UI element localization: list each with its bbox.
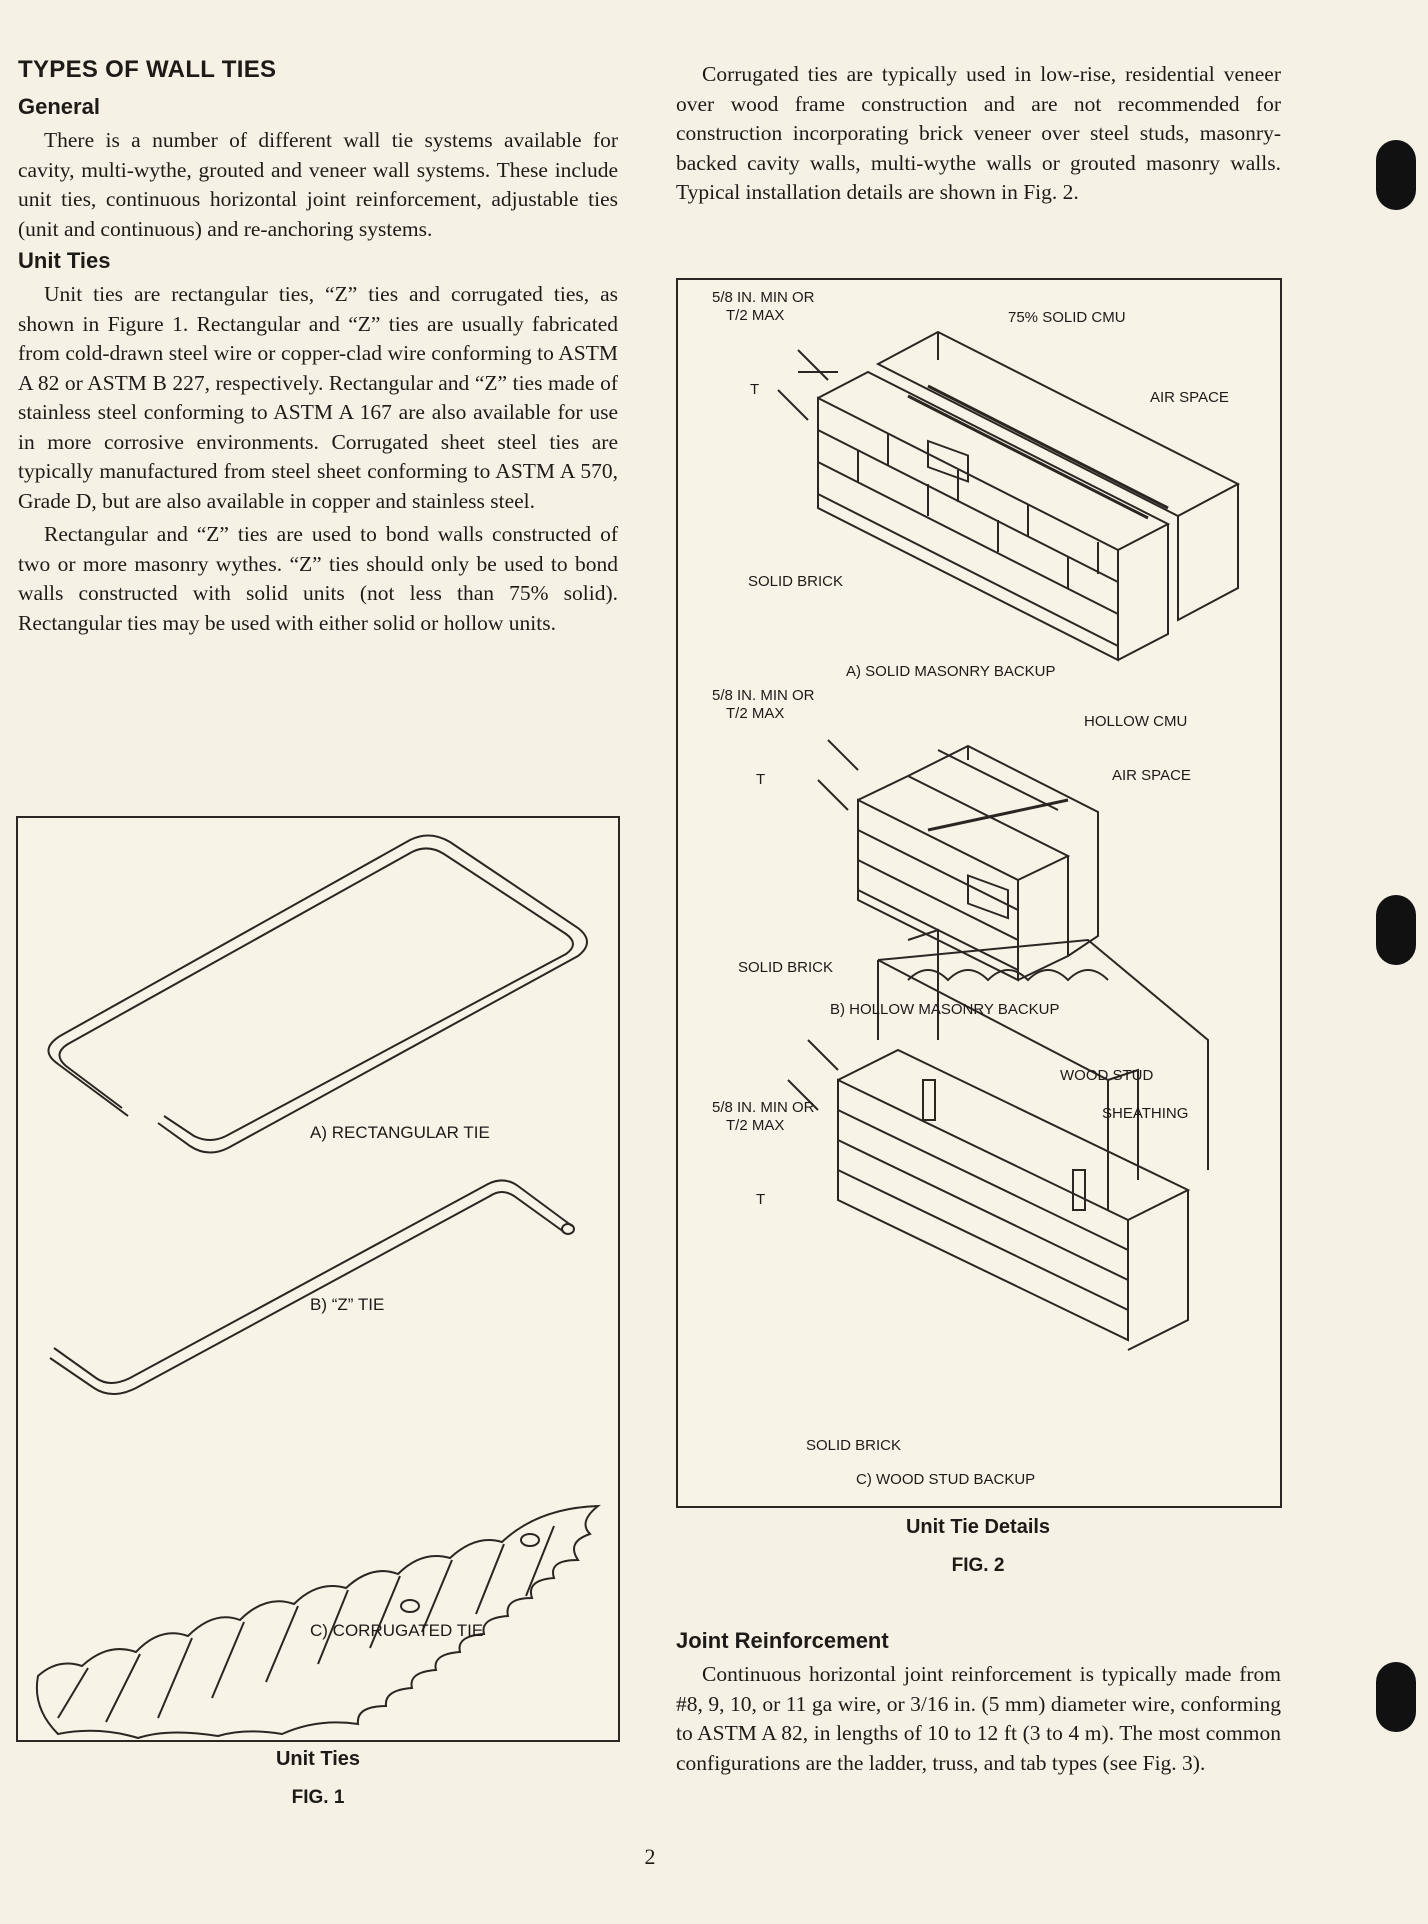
b-brick-label: SOLID BRICK bbox=[738, 959, 834, 976]
a-t-label: T bbox=[750, 381, 760, 398]
corrugated-hole-2 bbox=[401, 1600, 419, 1612]
a-backup-label: 75% SOLID CMU bbox=[1008, 309, 1126, 326]
unit-ties-heading: Unit Ties bbox=[18, 248, 111, 273]
binder-hole-middle bbox=[1376, 895, 1416, 965]
b-dim-line2: T/2 MAX bbox=[726, 705, 785, 722]
a-caption: A) SOLID MASONRY BACKUP bbox=[846, 663, 1056, 680]
section-title: TYPES OF WALL TIES bbox=[18, 56, 277, 83]
figure-2-title: Unit Tie Details bbox=[905, 1516, 1051, 1538]
left-column bbox=[18, 56, 618, 642]
joint-reinforcement-section bbox=[676, 1624, 1281, 1782]
b-caption: B) HOLLOW MASONRY BACKUP bbox=[830, 1001, 1060, 1018]
corrugated-hole-1 bbox=[521, 1534, 539, 1546]
label-rectangular-tie: A) RECTANGULAR TIE bbox=[310, 1123, 490, 1142]
joint-reinforcement-heading: Joint Reinforcement bbox=[676, 1628, 889, 1653]
label-z-tie: B) “Z” TIE bbox=[310, 1295, 385, 1314]
binder-hole-top bbox=[1376, 140, 1416, 210]
figure-2-box bbox=[676, 278, 1282, 1508]
figure-1-box bbox=[16, 816, 620, 1742]
b-backup-label: HOLLOW CMU bbox=[1084, 713, 1188, 730]
c-t-label: T bbox=[756, 1191, 766, 1208]
c-dim-line1: 5/8 IN. MIN OR bbox=[712, 1099, 815, 1116]
figure-1-caption bbox=[16, 1748, 620, 1809]
general-paragraph: There is a number of different wall tie systems available for cavity, multi-wythe, grouted and veneer wall systems. These include unit ties, continuous horizontal joint reinforcement, adjustable ties (unit and continuous) and re-anchoring systems. bbox=[18, 128, 618, 241]
a-air-label: AIR SPACE bbox=[1150, 389, 1229, 406]
detail-c-drawing bbox=[788, 930, 1208, 1350]
b-air-label: AIR SPACE bbox=[1112, 767, 1191, 784]
c-sheathing-label: SHEATHING bbox=[1102, 1105, 1189, 1122]
label-corrugated-tie: C) CORRUGATED TIE bbox=[310, 1621, 484, 1640]
c-caption: C) WOOD STUD BACKUP bbox=[856, 1471, 1036, 1488]
c-dim-line2: T/2 MAX bbox=[726, 1117, 785, 1134]
rectangular-tie-outer bbox=[48, 835, 587, 1152]
c-brick-label: SOLID BRICK bbox=[806, 1437, 902, 1454]
a-dim-line1: 5/8 IN. MIN OR bbox=[712, 289, 815, 306]
detail-a-drawing bbox=[778, 332, 1238, 660]
a-dim-line2: T/2 MAX bbox=[726, 307, 785, 324]
corrugated-intro-paragraph: Corrugated ties are typically used in low-rise, residential veneer over wood frame construction and are not recommended for construction incorporating brick veneer over steel studs, masonry-backed cavity walls, multi-wythe walls or grouted masonry walls. Typical installation details are shown in Fig. 2. bbox=[676, 62, 1281, 204]
binder-hole-bottom bbox=[1376, 1662, 1416, 1732]
z-tie-inner bbox=[50, 1192, 564, 1394]
figure-2-caption bbox=[676, 1516, 1280, 1577]
unit-ties-paragraph-2: Rectangular and “Z” ties are used to bond walls constructed of two or more masonry wythes. “Z” ties should only be used to bond walls constructed with solid units (not less than 75% solid). Rectangular ties may be used with either solid or hollow units. bbox=[18, 522, 618, 635]
z-tie-outer bbox=[54, 1180, 572, 1383]
page-number: 2 bbox=[644, 1844, 656, 1869]
right-column bbox=[676, 60, 1281, 212]
figure-1-number: FIG. 1 bbox=[291, 1787, 345, 1808]
b-t-label: T bbox=[756, 771, 766, 788]
figure-2-number: FIG. 2 bbox=[951, 1555, 1005, 1576]
z-tie-end bbox=[562, 1224, 574, 1234]
joint-reinforcement-paragraph: Continuous horizontal joint reinforcement is typically made from #8, 9, 10, or 11 ga wire, or 3/16 in. (5 mm) diameter wire, conforming to ASTM A 82, in lengths of 10 to 12 ft (3 to 4 m). The most common configurations are the ladder, truss, and tab types (see Fig. 3). bbox=[676, 1662, 1281, 1775]
a-brick-label: SOLID BRICK bbox=[748, 573, 844, 590]
general-heading: General bbox=[18, 94, 100, 119]
b-dim-line1: 5/8 IN. MIN OR bbox=[712, 687, 815, 704]
unit-ties-paragraph-1: Unit ties are rectangular ties, “Z” ties and corrugated ties, as shown in Figure 1. Rectangular and “Z” ties are usually fabricated from cold-drawn steel wire or copper-clad wire conforming to ASTM A 82 or ASTM B 227, respectively. Rectangular and “Z” ties made of stainless steel conforming to ASTM A 167 are also available for use in more corrosive environments. Corrugated sheet steel ties are typically manufactured from steel sheet conforming to ASTM A 570, Grade D, but are also available in copper and stainless steel. bbox=[18, 282, 618, 513]
figure-1-drawing bbox=[18, 818, 618, 1740]
c-stud-label: WOOD STUD bbox=[1060, 1067, 1154, 1084]
figure-1-title: Unit Ties bbox=[275, 1748, 361, 1770]
figure-2-drawing bbox=[678, 280, 1280, 1506]
